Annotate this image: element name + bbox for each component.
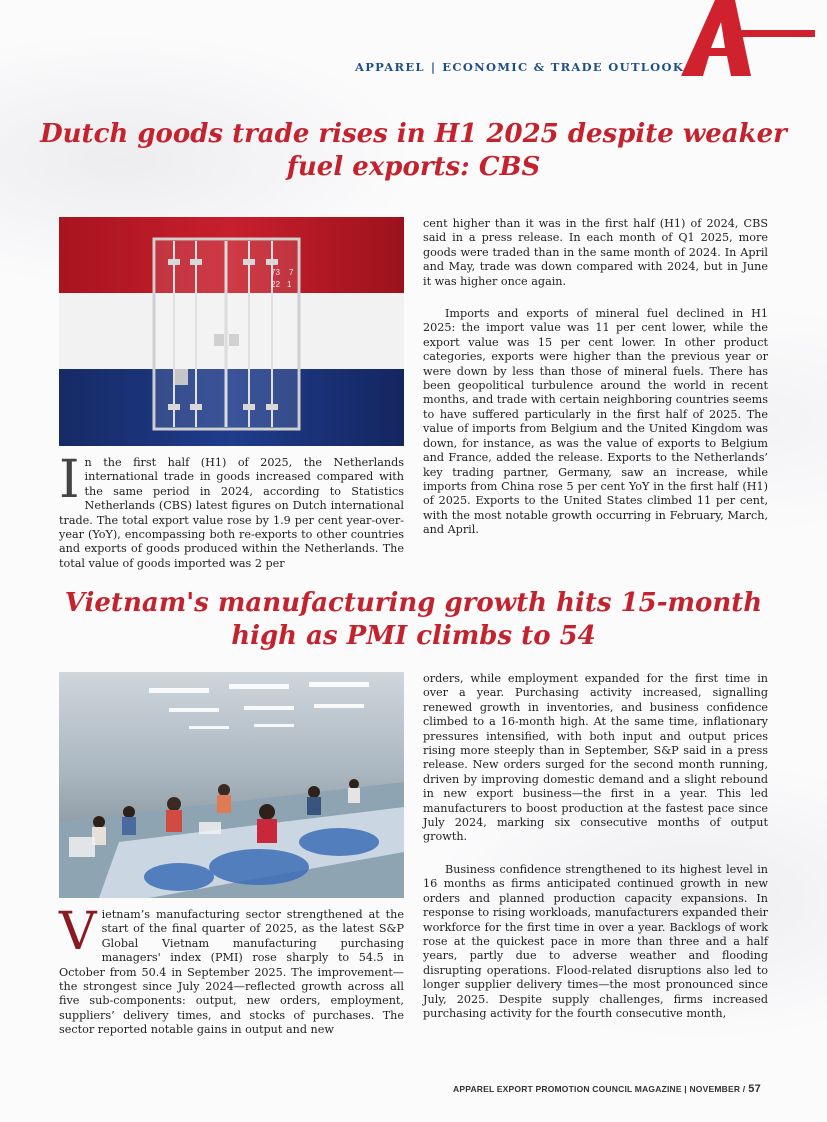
container-mark-1: 73 bbox=[271, 268, 280, 277]
article2-image bbox=[59, 672, 404, 898]
article1-image bbox=[59, 217, 404, 446]
article1-dropcap: I bbox=[59, 450, 80, 510]
article2-dropcap: V bbox=[59, 902, 97, 962]
article1-lead-text: n the first half (H1) of 2025, the Netherlands international trade in goods increased compared with the same period in 2024, according to Statistics Netherlands (CBS) latest figures on Dutch international trade. The total export value rose by 1.9 per cent year-over-year (YoY), encompassing both re-exports to other countries and exports of goods produced within the Netherlands. The total value of goods imported was 2 per bbox=[59, 456, 404, 570]
article2-right-column bbox=[423, 672, 768, 1021]
article2-paragraph-2: Business confidence strengthened to its highest level in 16 months as firms anticipated continued growth in new orders and planned production capacity expansions. In response to rising workloads, manufacturers expanded their workforce for the first time in over a year. Backlogs of work rose at the quickest pace in more than three and a half years, partly due to adverse weather and flooding disrupting operations. Flood-related disruptions also led to longer supplier delivery times—the most pronounced since July, 2025. Despite supply challenges, firms increased purchasing activity for the fourth consecutive month, bbox=[423, 862, 768, 1020]
garment-factory-workers-photo-icon bbox=[59, 672, 404, 898]
article1-paragraph-1: cent higher than it was in the first half (H1) of 2024, CBS said in a press release. In each month of Q1 2025, more goods were traded than in the same month of 2024. In April and May, trade was down compared with 2024, but in June it was higher once again. bbox=[423, 217, 768, 288]
header-separator: | bbox=[430, 60, 437, 74]
header-subsection: ECONOMIC & TRADE OUTLOOK bbox=[442, 60, 685, 74]
footer-text: APPAREL EXPORT PROMOTION COUNCIL MAGAZINE | NOVEMBER / bbox=[453, 1084, 746, 1094]
article1-left-column bbox=[59, 450, 404, 571]
article2-title: Vietnam's manufacturing growth hits 15-month high as PMI climbs to 54 bbox=[64, 588, 763, 652]
container-mark-2: 7 bbox=[289, 268, 294, 277]
article2-lead-text: ietnam’s manufacturing sector strengthened at the start of the final quarter of 2025, as the latest S&P Global Vietnam manufacturing purchasing managers' index (PMI) rose sharply to 54.5 in October from 50.4 in September 2025. The improvement—the strongest since July 2024—reflected growth across all five sub-components: output, new orders, employment, suppliers’ delivery times, and stocks of purchases. The sector reported notable gains in output and new bbox=[59, 908, 404, 1037]
article1-paragraph-2: Imports and exports of mineral fuel declined in H1 2025: the import value was 11 per cent lower, while the export value was 15 per cent lower. In other product categories, exports were higher than the previous year or were down by less than those of mineral fuels. There has been geopolitical turbulence around the world in recent months, and trade with certain neighboring countries seems to have suffered particularly in the first half of 2025. The value of imports from Belgium and the United Kingdom was down, for instance, as was the value of exports to Belgium and France, added the release. Exports to the Netherlands’ key trading partner, Germany, saw an increase, while imports from China rose 5 per cent YoY in the first half (H1) of 2025. Exports to the United States climbed 11 per cent, with the most notable growth occurring in February, March, and April. bbox=[423, 307, 768, 537]
section-header bbox=[355, 60, 685, 74]
article2-left-column bbox=[59, 902, 404, 1038]
article1-right-column bbox=[423, 217, 768, 538]
magazine-logo-a-icon bbox=[675, 0, 827, 76]
header-section: APPAREL bbox=[355, 60, 425, 74]
article2-paragraph-1: orders, while employment expanded for the first time in over a year. Purchasing activity increased, signalling renewed growth in inventories, and business confidence climbed to a 16-month high. At the same time, inflationary pressures intensified, with both input and output prices rising more steeply than in September, S&P said in a press release. New orders surged for the second month running, driven by improving domestic demand and a slight rebound in new export business—the first in a year. This led manufacturers to boost production at the fastest pace since July 2024, marking six consecutive months of output growth. bbox=[423, 672, 768, 844]
container-mark-4: 1 bbox=[287, 280, 292, 289]
container-mark-3: 22 bbox=[271, 280, 280, 289]
page-footer bbox=[453, 1083, 761, 1095]
article2-lead-paragraph bbox=[59, 902, 404, 1038]
article1-lead-paragraph bbox=[59, 450, 404, 571]
page-number: 57 bbox=[748, 1083, 761, 1095]
article1-title: Dutch goods trade rises in H1 2025 despite weaker fuel exports: CBS bbox=[40, 119, 787, 183]
shipping-container-on-dutch-flag-icon bbox=[59, 217, 404, 446]
